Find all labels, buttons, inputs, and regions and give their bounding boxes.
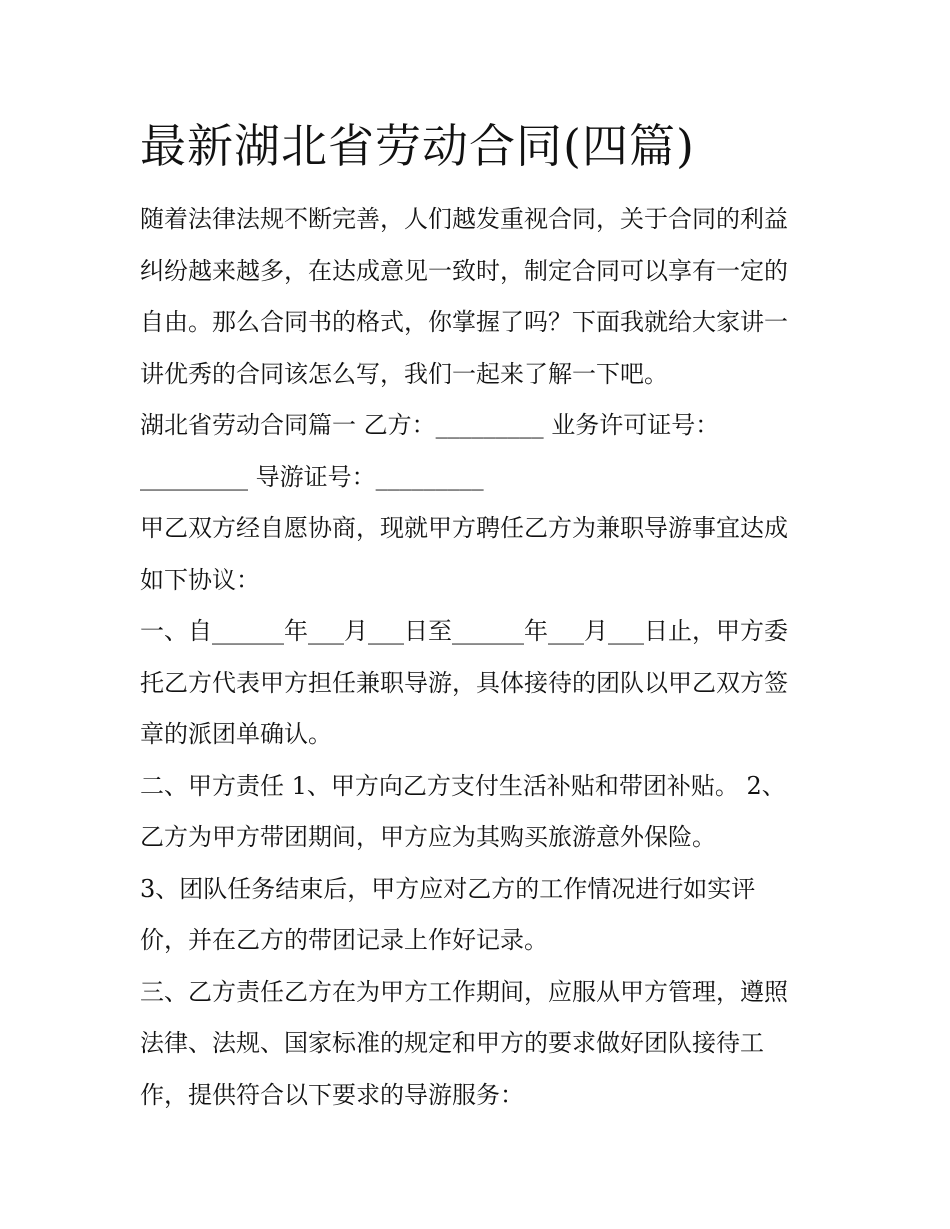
text-line: 随着法律法规不断完善，人们越发重视合同，关于合同的利益 (140, 205, 788, 233)
contract-parties-paragraph (140, 400, 820, 503)
text-line: 托乙方代表甲方担任兼职导游，具体接待的团队以甲乙双方签 (140, 668, 788, 697)
text-line: 一、自______年___月___日至______年___月___日止，甲方委 (140, 617, 788, 645)
document-title: 最新湖北省劳动合同(四篇) (140, 119, 695, 173)
text-line: 乙方为甲方带团期间，甲方应为其购买旅游意外保险。 (140, 823, 716, 851)
text-line: 三、乙方责任乙方在为甲方工作期间，应服从甲方管理，遵照 (140, 977, 788, 1006)
text-line: _________ 导游证号：_________ (140, 462, 484, 491)
text-line: 讲优秀的合同该怎么写，我们一起来了解一下吧。 (140, 359, 668, 388)
text-line: 3、团队任务结束后，甲方应对乙方的工作情况进行如实评 (140, 874, 756, 903)
clause-one-paragraph (140, 606, 820, 761)
text-line: 如下协议： (140, 565, 260, 594)
text-line: 章的派团单确认。 (140, 720, 332, 748)
document-page (140, 112, 820, 1121)
clause-two-paragraph (140, 761, 820, 864)
text-line: 纠纷越来越多，在达成意见一致时，制定合同可以享有一定的 (140, 256, 788, 285)
text-line: 法律、法规、国家标准的规定和甲方的要求做好团队接待工 (140, 1029, 764, 1057)
intro-paragraph (140, 194, 820, 400)
clause-two-item-three-paragraph (140, 864, 820, 967)
text-line: 二、甲方责任 1、甲方向乙方支付生活补贴和带团补贴。 2、 (140, 771, 786, 800)
agreement-preamble-paragraph (140, 503, 820, 606)
text-line: 湖北省劳动合同篇一 乙方：_________ 业务许可证号： (140, 411, 720, 439)
text-line: 作，提供符合以下要求的导游服务： (140, 1080, 524, 1109)
text-line: 价，并在乙方的带团记录上作好记录。 (140, 926, 548, 954)
text-line: 甲乙双方经自愿协商，现就甲方聘任乙方为兼职导游事宜达成 (140, 514, 788, 542)
text-line: 自由。那么合同书的格式，你掌握了吗？下面我就给大家讲一 (140, 308, 788, 336)
clause-three-paragraph (140, 967, 820, 1122)
